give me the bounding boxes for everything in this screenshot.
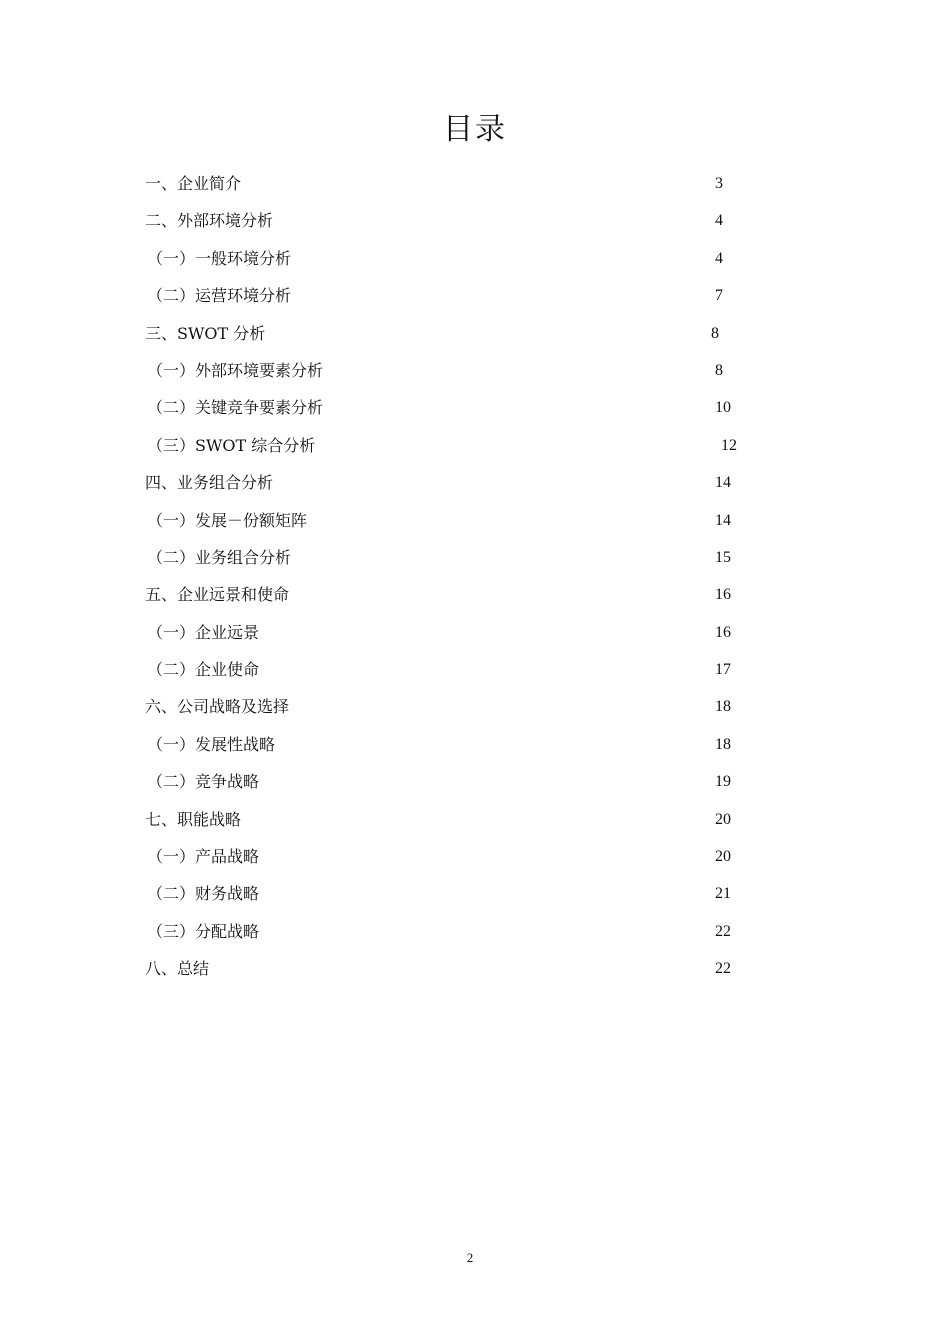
toc-entry-page: 20 xyxy=(715,848,731,866)
toc-entry-page: 4 xyxy=(715,212,723,230)
toc-entry-page: 14 xyxy=(715,511,731,529)
toc-entry-page: 14 xyxy=(715,474,731,492)
toc-entry-label: （二）关键竞争要素分析 xyxy=(147,398,324,418)
toc-entry-label: （三）SWOT 综合分析 xyxy=(147,435,316,455)
toc-entry-label: （一）产品战略 xyxy=(147,847,260,867)
page-number: 2 xyxy=(466,1250,474,1265)
toc-entry[interactable] xyxy=(145,656,765,693)
toc-entry-label: 六、公司战略及选择 xyxy=(145,697,290,717)
toc-entry-label: （一）发展性战略 xyxy=(147,734,276,754)
toc-entry-page: 18 xyxy=(715,698,731,716)
toc-entry-page: 21 xyxy=(715,885,731,903)
toc-entry[interactable] xyxy=(145,544,765,581)
toc-entry[interactable] xyxy=(145,619,765,656)
toc-entry-page: 8 xyxy=(715,361,723,379)
toc-entry-label: （二）财务战略 xyxy=(147,884,260,904)
toc-entry-page: 10 xyxy=(715,399,731,417)
toc-entry-label: 七、职能战略 xyxy=(145,809,242,829)
toc-entry-page: 16 xyxy=(715,586,731,604)
toc-entry-page: 4 xyxy=(715,249,723,267)
toc-entry-page: 17 xyxy=(715,661,731,679)
toc-entry[interactable] xyxy=(145,207,765,244)
toc-entry-label: 二、外部环境分析 xyxy=(145,211,274,231)
toc-entry-label: 一、企业简介 xyxy=(145,174,242,193)
page-title: 目录 xyxy=(443,112,507,147)
toc-entry-label: （二）企业使命 xyxy=(147,660,260,680)
toc-entry[interactable] xyxy=(145,245,765,282)
toc-entry[interactable] xyxy=(145,955,765,992)
toc-entry-page: 16 xyxy=(715,623,731,641)
toc-entry-label: （二）业务组合分析 xyxy=(147,547,292,567)
toc-entry-label: （三）分配战略 xyxy=(147,921,260,941)
toc-entry-page: 19 xyxy=(715,773,731,791)
toc-entry[interactable] xyxy=(145,432,765,469)
toc-entry-page: 15 xyxy=(715,548,731,566)
toc-entry-page: 18 xyxy=(715,735,731,753)
toc-entry-label: 四、业务组合分析 xyxy=(145,473,274,493)
toc-entry[interactable] xyxy=(145,170,765,207)
toc-entry-page: 8 xyxy=(711,324,719,342)
toc-entry[interactable] xyxy=(145,320,765,357)
toc-entry[interactable] xyxy=(145,768,765,805)
toc-entry-page: 22 xyxy=(715,922,731,940)
toc-entry-page: 7 xyxy=(715,287,723,305)
toc-entry-label: （一）发展－份额矩阵 xyxy=(147,510,308,530)
toc-entry[interactable] xyxy=(145,693,765,730)
toc-entry-label: 八、总结 xyxy=(145,959,210,979)
toc-entry[interactable] xyxy=(145,806,765,843)
toc-entry[interactable] xyxy=(145,394,765,431)
toc-entry[interactable] xyxy=(145,880,765,917)
toc-entry-page: 12 xyxy=(721,436,737,454)
toc-entry-label: （二）运营环境分析 xyxy=(147,286,292,306)
toc-entry-label: （二）竞争战略 xyxy=(147,772,260,792)
toc-entry-page: 3 xyxy=(715,175,723,192)
toc-entry[interactable] xyxy=(145,843,765,880)
toc-entry-label: （一）企业远景 xyxy=(147,622,260,642)
toc-entry[interactable] xyxy=(145,282,765,319)
toc-entry[interactable] xyxy=(145,507,765,544)
toc-entry[interactable] xyxy=(145,469,765,506)
toc-entry-label: （一）一般环境分析 xyxy=(147,248,292,268)
toc-entry-label: （一）外部环境要素分析 xyxy=(147,360,324,380)
toc-entry-label: 三、SWOT 分析 xyxy=(145,323,266,343)
toc-entry[interactable] xyxy=(145,357,765,394)
table-of-contents xyxy=(145,170,765,993)
toc-entry-page: 20 xyxy=(715,810,731,828)
toc-entry-page: 22 xyxy=(715,960,731,978)
toc-entry[interactable] xyxy=(145,581,765,618)
toc-entry[interactable] xyxy=(145,731,765,768)
toc-entry[interactable] xyxy=(145,918,765,955)
toc-entry-label: 五、企业远景和使命 xyxy=(145,585,290,605)
